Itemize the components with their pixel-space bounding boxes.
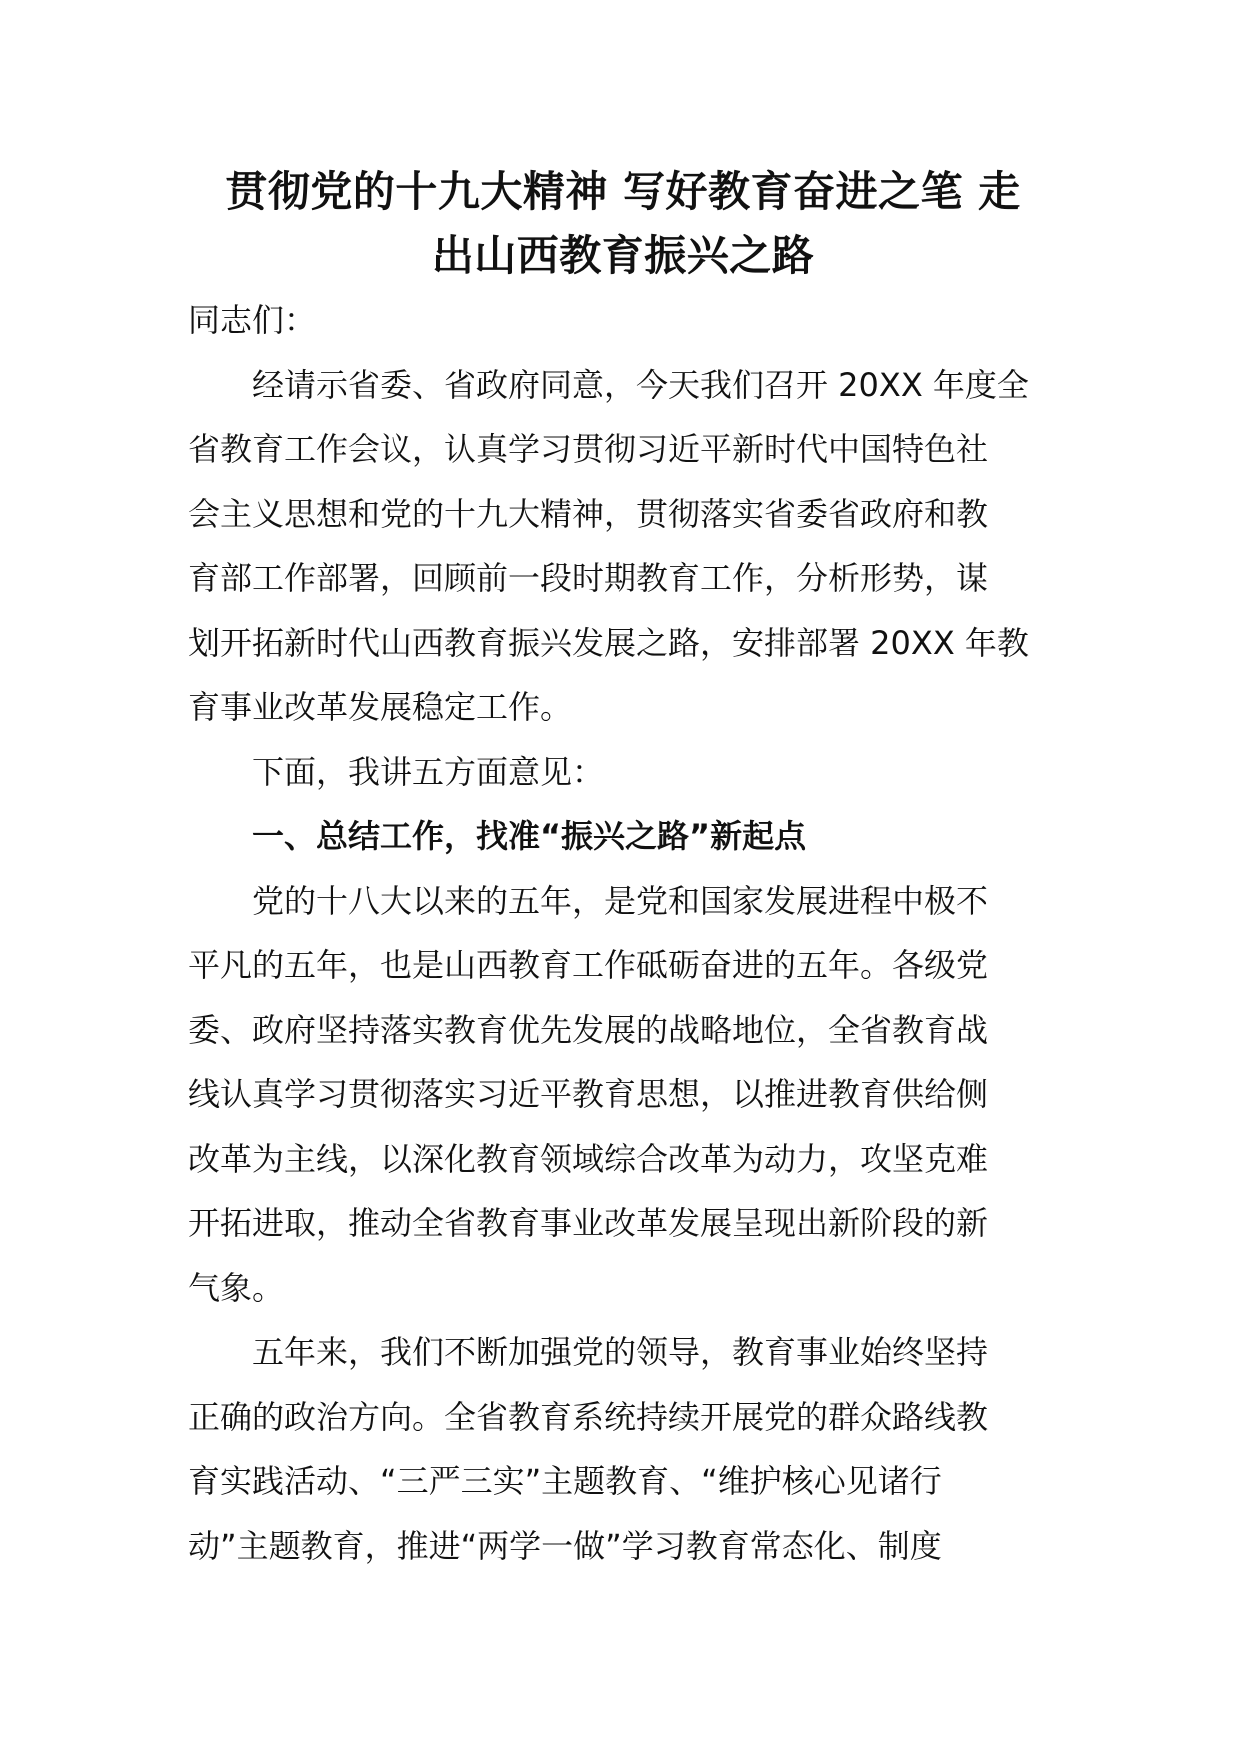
paragraph-review xyxy=(188,869,1058,1321)
salutation: 同志们： xyxy=(188,301,317,339)
text-line: 党的十八大以来的五年，是党和国家发展进程中极不 xyxy=(252,881,989,920)
document-body xyxy=(188,160,1058,1578)
text-line: 动”主题教育，推进“两学一做”学习教育常态化、制度 xyxy=(188,1526,942,1565)
text-line: 划开拓新时代山西教育振兴发展之路，安排部署 20XX 年教 xyxy=(188,623,1029,662)
text-line: 平凡的五年，也是山西教育工作砥砺奋进的五年。各级党 xyxy=(188,946,989,984)
text-line: 经请示省委、省政府同意，今天我们召开 20XX 年度全 xyxy=(252,365,1029,404)
text-line: 育事业改革发展稳定工作。 xyxy=(188,688,573,726)
text-line: 五年来，我们不断加强党的领导，教育事业始终坚持 xyxy=(252,1333,989,1371)
text-line: 会主义思想和党的十九大精神，贯彻落实省委省政府和教 xyxy=(188,494,989,533)
paragraph-outline xyxy=(188,740,1058,805)
text-line: 下面，我讲五方面意见： xyxy=(252,752,605,791)
text-line: 育实践活动、“三严三实”主题教育、“维护核心见诸行 xyxy=(188,1462,942,1500)
text-line: 委、政府坚持落实教育优先发展的战略地位，全省教育战 xyxy=(188,1010,989,1049)
document-title xyxy=(188,160,1058,288)
text-line: 正确的政治方向。全省教育系统持续开展党的群众路线教 xyxy=(188,1397,989,1436)
text-line: 育部工作部署，回顾前一段时期教育工作，分析形势，谋 xyxy=(188,559,989,597)
title-line: 贯彻党的十九大精神 写好教育奋进之笔 走 xyxy=(225,167,1021,216)
text-line: 开拓进取，推动全省教育事业改革发展呈现出新阶段的新 xyxy=(188,1204,989,1242)
section-heading: 一、总结工作，找准“振兴之路”新起点 xyxy=(252,817,807,855)
text-line: 省教育工作会议，认真学习贯彻习近平新时代中国特色社 xyxy=(188,430,989,468)
text-line: 气象。 xyxy=(188,1268,285,1307)
text-line: 改革为主线，以深化教育领域综合改革为动力，攻坚克难 xyxy=(188,1139,989,1178)
paragraph-opening xyxy=(188,353,1058,740)
title-line: 出山西教育振兴之路 xyxy=(431,231,815,280)
text-line: 线认真学习贯彻落实习近平教育思想，以推进教育供给侧 xyxy=(188,1075,989,1113)
paragraph-five-years xyxy=(188,1320,1058,1578)
